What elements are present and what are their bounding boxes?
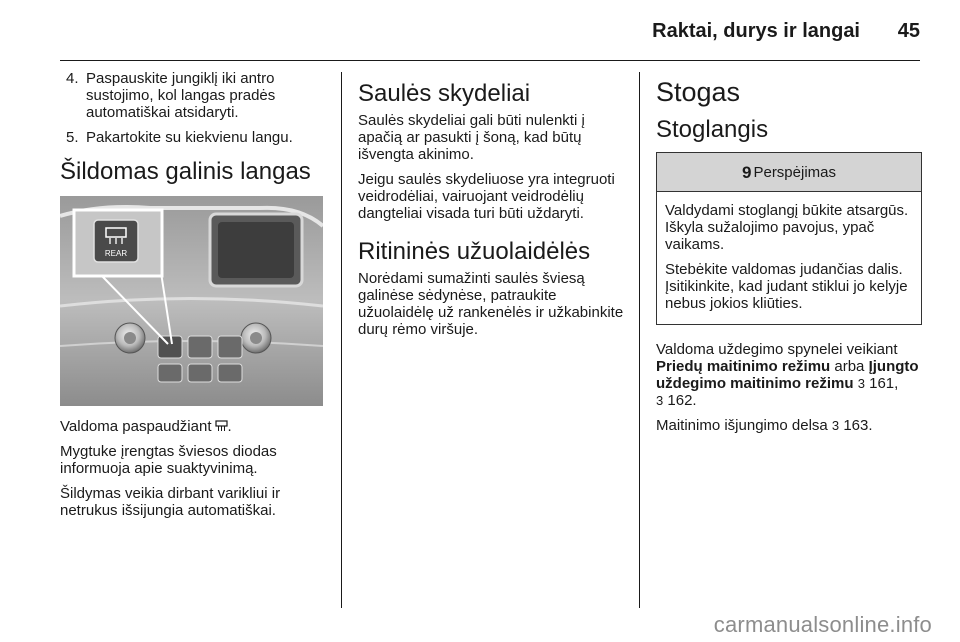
- page-reference-icon: 3: [857, 376, 865, 391]
- paragraph-end: .: [227, 418, 232, 435]
- page-number: 45: [897, 20, 920, 42]
- dashboard-illustration-image: [60, 196, 323, 406]
- step-number: 5.: [66, 129, 79, 146]
- section-heading-sun-visors: Saulės skydeliai: [358, 80, 531, 107]
- page-reference-icon: 3: [831, 418, 840, 433]
- section-heading-roof: Stogas: [656, 77, 741, 107]
- column-3: [656, 70, 922, 442]
- list-item: [60, 70, 330, 121]
- column-divider-2: [639, 72, 640, 608]
- header-rule: [60, 60, 920, 61]
- section-heading-roller-blinds: Ritininės užuolaidėlės: [358, 238, 591, 265]
- step-text: Paspauskite jungiklį iki antro sustojimo, kol langas pradės automatiškai atsidaryti.: [86, 70, 276, 121]
- paragraph-text: Maitinimo išjungimo delsa: [656, 417, 828, 434]
- paragraph: Jeigu saulės skydeliuose yra integruoti veidrodėliai, vairuojant veidrodėlių dangteliai visada turi būti uždaryti.: [358, 171, 615, 222]
- paragraph: Norėdami sumažinti saulės šviesą galinėse sėdynėse, patraukite užuolaidėlę už rankenėlės ir užkabinkite durų rėmo viršuje.: [358, 270, 624, 338]
- paragraph: [60, 418, 330, 435]
- page-reference: 161,: [869, 375, 899, 392]
- paragraph: [656, 417, 922, 434]
- warning-text: Valdydami stoglangį būkite atsargūs. Iškyla sužalojimo pavojus, ypač vaikams.: [665, 202, 909, 253]
- page-reference-icon: 3: [656, 393, 664, 408]
- running-header-title: Raktai, durys ir langai: [652, 20, 860, 42]
- bold-term: Įjungto uždegimo maitinimo režimu: [656, 358, 919, 392]
- warning-box: [656, 152, 922, 325]
- paragraph-text: arba: [834, 358, 865, 375]
- figure-button-label: REAR: [104, 249, 128, 258]
- dashboard-illustration: [60, 196, 323, 406]
- warning-body: [657, 192, 921, 324]
- section-heading-sunroof: Stoglangis: [656, 116, 769, 143]
- column-1: [60, 70, 330, 527]
- list-item: [60, 129, 330, 146]
- paragraph-text: Valdoma uždegimo spynelei veikiant: [656, 341, 898, 358]
- step-number: 4.: [66, 70, 79, 87]
- warning-text: Stebėkite valdomas judančias dalis. Įsitikinkite, kad judant stiklui jo kelyje nebus jokios kliūties.: [665, 261, 908, 312]
- page-reference: 162.: [667, 392, 697, 409]
- step-text: Pakartokite su kiekvienu langu.: [86, 129, 293, 146]
- page-reference: 163.: [843, 417, 873, 434]
- warning-icon: 9: [742, 162, 752, 182]
- paragraph-text: Valdoma paspaudžiant: [60, 418, 212, 435]
- paragraph: Saulės skydeliai gali būti nulenkti į apačią ar pasukti į šoną, kad būtų išvengta akinimo.: [358, 112, 585, 163]
- column-divider-1: [341, 72, 342, 608]
- paragraph: Mygtuke įrengtas šviesos diodas informuoja apie suaktyvinimą.: [60, 443, 277, 477]
- section-heading-heated-rear-window: Šildomas galinis langas: [60, 158, 311, 185]
- paragraph: Šildymas veikia dirbant varikliui ir netrukus išsijungia automatiškai.: [60, 485, 281, 519]
- column-2: [358, 70, 624, 346]
- rear-defrost-icon: [215, 420, 228, 432]
- bold-term: Priedų maitinimo režimu: [656, 358, 831, 375]
- warning-title: Perspėjimas: [753, 163, 836, 181]
- steps-list: [60, 70, 330, 146]
- warning-header: [657, 153, 921, 192]
- paragraph: [656, 341, 922, 409]
- watermark: carmanualsonline.info: [713, 612, 932, 637]
